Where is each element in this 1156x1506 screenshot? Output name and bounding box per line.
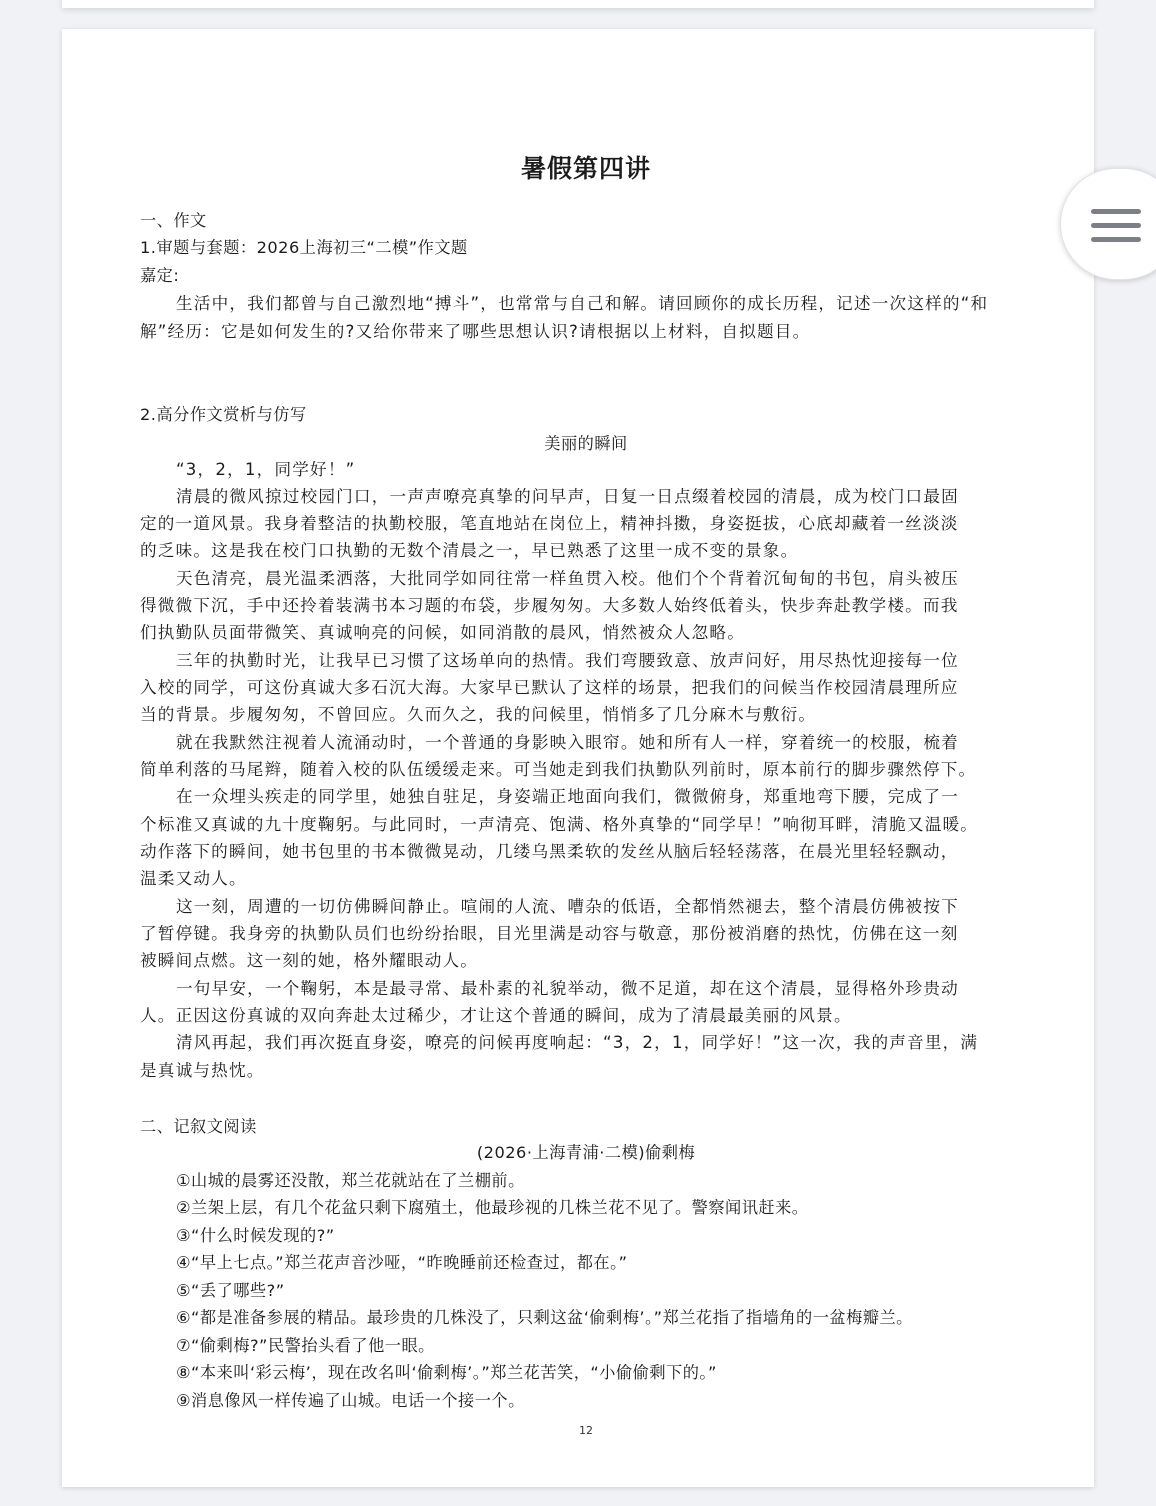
section-heading: 一、作文	[140, 211, 207, 230]
page-title: 暑假第四讲	[520, 154, 651, 183]
essay-line: 被瞬间点燃。这一刻的她，格外耀眼动人。	[140, 951, 479, 970]
passage-title: (2026·上海青浦·二模)偷剩梅	[476, 1143, 696, 1162]
prompt-line: 解”经历：它是如何发生的?又给你带来了哪些思想认识?请根据以上材料，自拟题目。	[140, 322, 811, 341]
essay-line: 三年的执勤时光，让我早已习惯了这场单向的热情。我们弯腰致意、放声问好，用尽热忱迎接每一位	[176, 651, 959, 670]
essay-line: 动作落下的瞬间，她书包里的书本微微晃动，几缕乌黑柔软的发丝从脑后轻轻荡落，在晨光里轻轻飘动，	[140, 842, 959, 861]
passage-line: ①山城的晨雾还没散，郑兰花就站在了兰棚前。	[176, 1171, 525, 1190]
passage-line: ⑥“都是准备参展的精品。最珍贵的几株没了，只剩这盆‘偷剩梅’。”郑兰花指了指墙角的一盆梅瓣兰。	[176, 1308, 913, 1327]
essay-title: 美丽的瞬间	[544, 434, 628, 453]
region-label: 嘉定:	[140, 266, 180, 285]
essay-line: 人。正因这份真诚的双向奔赴太过稀少，才让这个普通的瞬间，成为了清晨最美丽的风景。	[140, 1006, 852, 1025]
essay-line: 温柔又动人。	[140, 869, 247, 888]
question-title: 1.审题与套题：2026上海初三“二模”作文题	[140, 238, 468, 257]
essay-line: 就在我默然注视着人流涌动时，一个普通的身影映入眼帘。她和所有人一样，穿着统一的校服，梳着	[176, 733, 959, 752]
essay-line: 个标准又真诚的九十度鞠躬。与此同时，一声清亮、饱满、格外真挚的“同学早！”响彻耳畔，清脆又温暖。	[140, 815, 979, 834]
passage-line: ④“早上七点。”郑兰花声音沙哑，“昨晚睡前还检查过，都在。”	[176, 1253, 628, 1272]
essay-line: 简单利落的马尾辫，随着入校的队伍缓缓走来。可当她走到我们执勤队列前时，原本前行的脚步骤然停下。	[140, 760, 977, 779]
essay-line: 这一刻，周遭的一切仿佛瞬间静止。喧闹的人流、嘈杂的低语，全都悄然褪去，整个清晨仿佛被按下	[176, 897, 959, 916]
essay-line: 一句早安，一个鞠躬，本是最寻常、最朴素的礼貌举动，微不足道，却在这个清晨，显得格外珍贵动	[176, 979, 959, 998]
passage-line: ⑧“本来叫‘彩云梅’，现在改名叫‘偷剩梅’。”郑兰花苦笑，“小偷偷剩下的。”	[176, 1363, 717, 1382]
question-title: 2.高分作文赏析与仿写	[140, 405, 307, 424]
essay-line: 的乏味。这是我在校门口执勤的无数个清晨之一，早已熟悉了这里一成不变的景象。	[140, 541, 799, 560]
essay-line: 们执勤队员面带微笑、真诚响亮的问候，如同消散的晨风，悄然被众人忽略。	[140, 623, 745, 642]
essay-line: 定的一道风景。我身着整洁的执勤校服，笔直地站在岗位上，精神抖擞，身姿挺拔，心底却藏着一丝淡淡	[140, 514, 959, 533]
section-heading: 二、记叙文阅读	[140, 1117, 257, 1136]
essay-line: 了暂停键。我身旁的执勤队员们也纷纷抬眼，目光里满是动容与敬意，那份被消磨的热忱，仿佛在这一刻	[140, 924, 959, 943]
essay-line: 是真诚与热忱。	[140, 1061, 265, 1080]
page-number: 12	[579, 1424, 593, 1437]
passage-line: ⑦“偷剩梅?”民警抬头看了他一眼。	[176, 1336, 435, 1355]
passage-line: ⑤“丢了哪些?”	[176, 1281, 285, 1300]
essay-line: 清晨的微风掠过校园门口，一声声嘹亮真挚的问早声，日复一日点缀着校园的清晨，成为校门口最固	[176, 487, 959, 506]
essay-line: 当的背景。步履匆匆，不曾回应。久而久之，我的问候里，悄悄多了几分麻木与敷衍。	[140, 705, 817, 724]
document-page	[62, 29, 1094, 1487]
passage-line: ③“什么时候发现的?”	[176, 1226, 335, 1245]
passage-line: ②兰架上层，有几个花盆只剩下腐殖土，他最珍视的几株兰花不见了。警察闻讯赶来。	[176, 1198, 809, 1217]
essay-line: 入校的同学，可这份真诚大多石沉大海。大家早已默认了这样的场景，把我们的问候当作校园清晨理所应	[140, 678, 959, 697]
essay-line: 得微微下沉，手中还拎着装满书本习题的布袋，步履匆匆。大多数人始终低着头，快步奔赴教学楼。而我	[140, 596, 959, 615]
passage-line: ⑨消息像风一样传遍了山城。电话一个接一个。	[176, 1391, 525, 1410]
essay-line: 清风再起，我们再次挺直身姿，嘹亮的问候再度响起：“3，2，1，同学好！”这一次，我的声音里，满	[176, 1033, 979, 1052]
essay-line: “3，2，1，同学好！”	[176, 460, 356, 479]
essay-line: 在一众埋头疾走的同学里，她独自驻足，身姿端正地面向我们，微微俯身，郑重地弯下腰，完成了一	[176, 787, 959, 806]
previous-page-edge	[62, 0, 1094, 8]
prompt-line: 生活中，我们都曾与自己激烈地“搏斗”，也常常与自己和解。请回顾你的成长历程，记述一次这样的“和	[176, 294, 989, 313]
essay-line: 天色清亮，晨光温柔洒落，大批同学如同往常一样鱼贯入校。他们个个背着沉甸甸的书包，肩头被压	[176, 569, 959, 588]
